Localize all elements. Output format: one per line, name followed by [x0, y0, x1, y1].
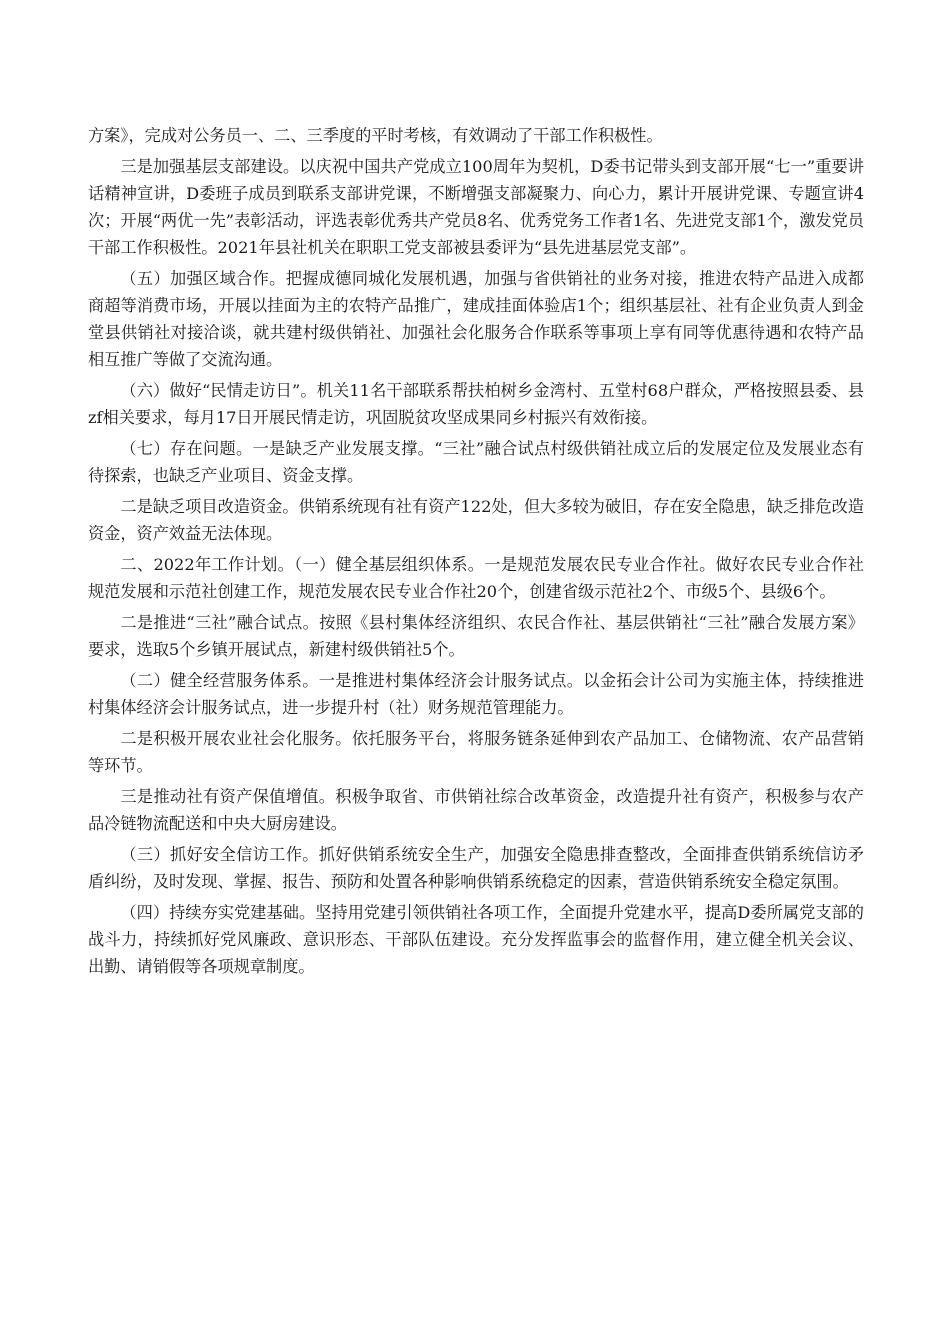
paragraph-business-service: （二）健全经营服务体系。一是推进村集体经济会计服务试点。以金拓会计公司为实施主体，持续推进村集体经济会计服务试点，进一步提升村（社）财务规范管理能力。	[88, 671, 864, 717]
paragraph-continuation: 方案》，完成对公务员一、二、三季度的平时考核，有效调动了干部工作积极性。	[88, 126, 663, 145]
paragraph-three-coop-pilot: 二是推进“三社”融合试点。按照《县村集体经济组织、农民合作社、基层供销社“三社”融合发展方案》要求，选取5个乡镇开展试点，新建村级供销社5个。	[88, 613, 864, 659]
paragraph-regional-cooperation: （五）加强区域合作。把握成德同城化发展机遇，加强与省供销社的业务对接，推进农特产品进入成都商超等消费市场，开展以挂面为主的农特产品推广，建成挂面体验店1个；组织基层社、社有企业负责人到金堂县供销社对接洽谈，就共建村级供销社、加强社会化服务合作联系等事项上享有同等优惠待遇和农特产品相互推广等做了交流沟通。	[88, 269, 864, 369]
paragraph-safety-petition: （三）抓好安全信访工作。抓好供销系统安全生产，加强安全隐患排查整改，全面排查供销系统信访矛盾纠纷，及时发现、掌握、报告、预防和处置各种影响供销系统稳定的因素，营造供销系统安全稳定氛围。	[88, 845, 864, 891]
document-body	[88, 122, 864, 984]
paragraph-public-visit-day: （六）做好“民情走访日”。机关11名干部联系帮扶柏树乡金湾村、五堂村68户群众，严格按照县委、县zf相关要求，每月17日开展民情走访，巩固脱贫攻坚成果同乡村振兴有效衔接。	[88, 381, 864, 427]
paragraph-party-branch: 三是加强基层支部建设。以庆祝中国共产党成立100周年为契机，D委书记带头到支部开展“七一”重要讲话精神宣讲，D委班子成员到联系支部讲党课，不断增强支部凝聚力、向心力，累计开展讲党课、专题宣讲4次；开展“两优一先”表彰活动，评选表彰优秀共产党员8名、优秀党务工作者1名、先进党支部1个，激发党员干部工作积极性。2021年县社机关在职职工党支部被县委评为“县先进基层党支部”。	[88, 157, 864, 257]
paragraph-2022-plan: 二、2022年工作计划。（一）健全基层组织体系。一是规范发展农民专业合作社。做好农民专业合作社规范发展和示范社创建工作，规范发展农民专业合作社20个，创建省级示范社2个、市级5个、县级6个。	[88, 555, 864, 601]
paragraph-funding-shortage: 二是缺乏项目改造资金。供销系统现有社有资产122处，但大多较为破旧，存在安全隐患，缺乏排危改造资金，资产效益无法体现。	[88, 497, 864, 543]
paragraph-asset-value: 三是推动社有资产保值增值。积极争取省、市供销社综合改革资金，改造提升社有资产，积极参与农产品冷链物流配送和中央大厨房建设。	[88, 787, 864, 833]
paragraph-agri-service: 二是积极开展农业社会化服务。依托服务平台，将服务链条延伸到农产品加工、仓储物流、农产品营销等环节。	[88, 729, 864, 775]
paragraph-party-building: （四）持续夯实党建基础。坚持用党建引领供销社各项工作，全面提升党建水平，提高D委所属党支部的战斗力，持续抓好党风廉政、意识形态、干部队伍建设。充分发挥监事会的监督作用，建立健全机关会议、出勤、请销假等各项规章制度。	[88, 903, 864, 976]
paragraph-problems: （七）存在问题。一是缺乏产业发展支撑。“三社”融合试点村级供销社成立后的发展定位及发展业态有待探索，也缺乏产业项目、资金支撑。	[88, 439, 864, 485]
